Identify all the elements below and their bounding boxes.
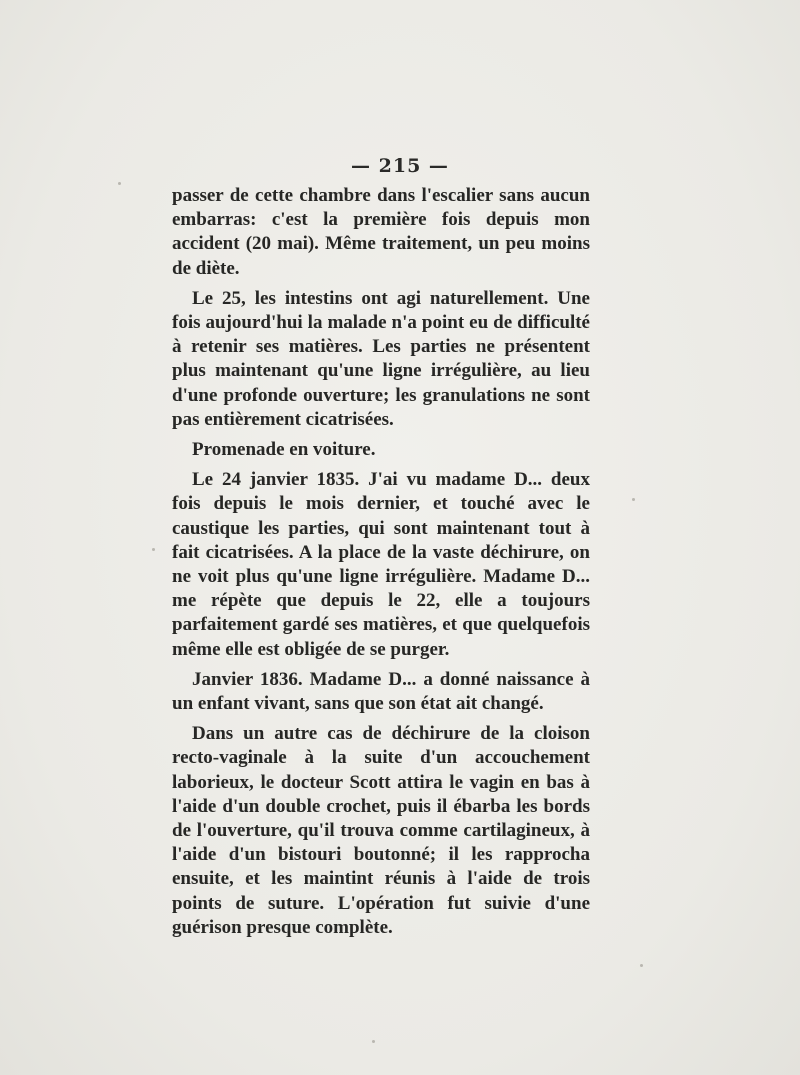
- body-text: [172, 184, 590, 946]
- paragraph: Le 25, les intestins ont agi naturellement. Une fois aujourd'hui la malade n'a point eu de difficulté à retenir ses matières. Les parties ne présentent plus maintenant qu'une ligne irrégulière, au lieu d'une profonde ouverture; les granulations ne sont pas entièrement cicatrisées.: [172, 287, 590, 430]
- paper-speck: [118, 182, 121, 185]
- paper-speck: [372, 1040, 375, 1043]
- paper-speck: [640, 964, 643, 967]
- paper-speck: [632, 498, 635, 501]
- paragraph: Dans un autre cas de déchirure de la cloison recto-vaginale à la suite d'un accouchement laborieux, le docteur Scott attira le vagin en bas à l'aide d'un double crochet, puis il ébarba les bords de l'ouverture, qu'il trouva comme cartilagineux, à l'aide d'un bistouri boutonné; il les rapprocha ensuite, et les maintint réunis à l'aide de trois points de suture. L'opération fut suivie d'une guérison presque complète.: [172, 723, 590, 938]
- paragraph: Le 24 janvier 1835. J'ai vu madame D... deux fois depuis le mois dernier, et touché avec le caustique les parties, qui sont maintenant tout à fait cicatrisées. A la place de la vaste déchirure, on ne voit plus qu'une ligne irrégulière. Madame D... me répète que depuis le 22, elle a toujours parfaitement gardé ses matières, et que quelquefois même elle est obligée de se purger.: [172, 469, 590, 660]
- paragraph: passer de cette chambre dans l'escalier sans aucun embarras: c'est la première fois depuis mon accident (20 mai). Même traitement, un peu moins de diète.: [172, 185, 590, 279]
- paper-speck: [152, 548, 155, 551]
- paragraph: Janvier 1836. Madame D... a donné naissance à un enfant vivant, sans que son état ait changé.: [172, 668, 590, 715]
- paragraph: Promenade en voiture.: [192, 439, 376, 461]
- page-number: — 215 —: [351, 155, 449, 177]
